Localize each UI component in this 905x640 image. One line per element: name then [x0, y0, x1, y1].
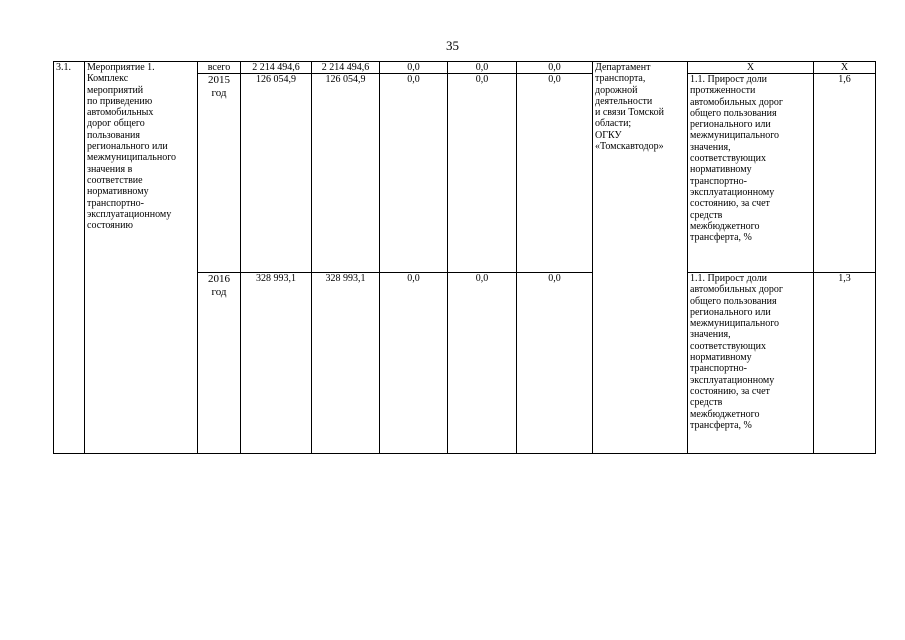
table-row — [54, 62, 876, 74]
funding-cell: 0,0 — [380, 74, 448, 273]
funding-cell: 0,0 — [517, 74, 593, 273]
event-name-cell: Мероприятие 1. Комплекс мероприятий по приведению автомобильных дорог общего пользования регионального или межмуниципального значения в соответствие нормативному транспортно- эксплуатационному состоянию — [85, 62, 198, 454]
period-cell: 2015 год — [198, 74, 241, 273]
indicator-value-cell: Х — [814, 62, 876, 74]
funding-cell: 0,0 — [380, 62, 448, 74]
total-cell: 126 054,9 — [241, 74, 312, 273]
row-number-cell: 3.1. — [54, 62, 85, 454]
funding-cell: 0,0 — [448, 273, 517, 454]
indicator-cell: 1.1. Прирост доли протяженности автомобильных дорог общего пользования регионального или межмуниципального значения, соответствующих нормативному транспортно- эксплуатационному состоянию, за счет средств межбюджетного трансферта, % — [688, 74, 814, 273]
indicator-cell: Х — [688, 62, 814, 74]
executor-cell: Департамент транспорта, дорожной деятельности и связи Томской области; ОГКУ «Томскавтодор» — [593, 62, 688, 454]
funding-cell: 0,0 — [380, 273, 448, 454]
indicator-cell: 1.1. Прирост доли автомобильных дорог общего пользования регионального или межмуниципального значения, соответствующих нормативному транспортно- эксплуатационному состоянию, за счет средств межбюджетного трансферта, % — [688, 273, 814, 454]
page-number: 35 — [446, 38, 459, 53]
program-table — [53, 61, 876, 454]
funding-cell: 0,0 — [517, 62, 593, 74]
indicator-value-cell: 1,3 — [814, 273, 876, 454]
funding-cell: 0,0 — [448, 62, 517, 74]
funding-cell: 0,0 — [448, 74, 517, 273]
funding-cell: 0,0 — [517, 273, 593, 454]
funding-cell: 2 214 494,6 — [312, 62, 380, 74]
total-cell: 2 214 494,6 — [241, 62, 312, 74]
period-cell: всего — [198, 62, 241, 74]
funding-cell: 126 054,9 — [312, 74, 380, 273]
period-cell: 2016 год — [198, 273, 241, 454]
total-cell: 328 993,1 — [241, 273, 312, 454]
funding-cell: 328 993,1 — [312, 273, 380, 454]
indicator-value-cell: 1,6 — [814, 74, 876, 273]
